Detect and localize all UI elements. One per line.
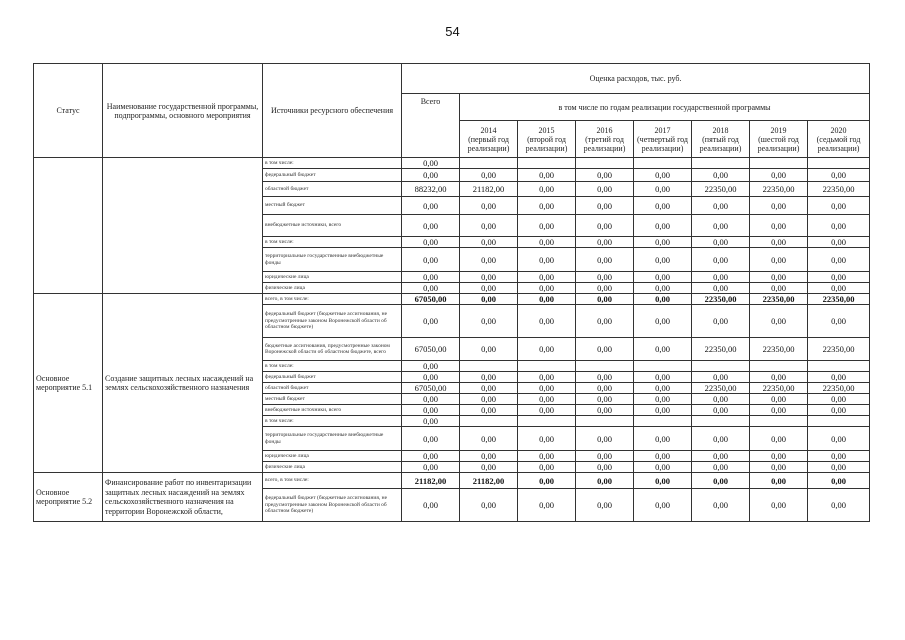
value-cell: 0,00 (634, 372, 692, 383)
value-cell (692, 416, 750, 427)
value-cell: 0,00 (634, 294, 692, 305)
value-cell: 0,00 (576, 237, 634, 248)
value-cell: 0,00 (460, 197, 518, 215)
source-cell: федеральный бюджет (бюджетные ассигнования, не предусмотренные законом Воронежской области об областном бюджете) (263, 489, 402, 522)
header-year-number: 2020 (830, 125, 847, 135)
value-cell: 0,00 (750, 489, 808, 522)
source-cell: в том числе: (263, 158, 402, 169)
status-cell (34, 158, 103, 294)
value-cell: 0,00 (634, 427, 692, 451)
value-cell: 0,00 (460, 215, 518, 237)
value-cell: 0,00 (402, 394, 460, 405)
source-cell: всего, в том числе: (263, 294, 402, 305)
value-cell: 0,00 (402, 283, 460, 294)
value-cell: 0,00 (460, 383, 518, 394)
value-cell: 0,00 (460, 451, 518, 462)
value-cell: 0,00 (808, 248, 870, 272)
value-cell: 0,00 (460, 405, 518, 416)
source-cell: в том числе: (263, 416, 402, 427)
value-cell: 0,00 (634, 489, 692, 522)
value-cell: 0,00 (634, 169, 692, 182)
name-cell (103, 158, 263, 294)
header-year-number: 2016 (596, 125, 613, 135)
value-cell: 0,00 (576, 427, 634, 451)
value-cell (518, 158, 576, 169)
value-cell: 0,00 (460, 394, 518, 405)
header-estimate: Оценка расходов, тыс. руб. (402, 64, 870, 94)
value-cell: 22350,00 (750, 383, 808, 394)
value-cell: 0,00 (402, 305, 460, 338)
source-cell: федеральный бюджет (263, 169, 402, 182)
value-cell: 0,00 (460, 462, 518, 473)
header-year-number: 2017 (654, 125, 671, 135)
source-cell: внебюджетные источники, всего (263, 405, 402, 416)
value-cell: 22350,00 (692, 294, 750, 305)
status-cell: Основное мероприятие 5.1 (34, 294, 103, 473)
value-cell: 0,00 (576, 489, 634, 522)
value-cell: 0,00 (634, 383, 692, 394)
value-cell: 0,00 (808, 462, 870, 473)
value-cell: 0,00 (692, 215, 750, 237)
value-cell: 0,00 (402, 197, 460, 215)
header-year-note: (седьмой год реализации) (816, 134, 861, 153)
value-cell: 0,00 (576, 182, 634, 197)
source-cell: бюджетные ассигнования, предусмотренные законом Воронежской области об областном бюджете, всего (263, 338, 402, 361)
value-cell: 0,00 (576, 405, 634, 416)
value-cell: 0,00 (750, 462, 808, 473)
value-cell: 0,00 (460, 372, 518, 383)
value-cell: 0,00 (634, 394, 692, 405)
value-cell (808, 158, 870, 169)
header-year-number: 2019 (770, 125, 787, 135)
value-cell: 0,00 (518, 305, 576, 338)
value-cell: 0,00 (808, 305, 870, 338)
value-cell (460, 158, 518, 169)
value-cell: 0,00 (576, 283, 634, 294)
value-cell: 0,00 (634, 215, 692, 237)
value-cell: 0,00 (750, 473, 808, 489)
value-cell: 0,00 (402, 416, 460, 427)
value-cell: 0,00 (518, 294, 576, 305)
value-cell: 0,00 (460, 272, 518, 283)
header-name: Наименование государственной программы, подпрограммы, основного мероприятия (103, 64, 263, 158)
value-cell: 0,00 (750, 372, 808, 383)
value-cell: 0,00 (518, 237, 576, 248)
value-cell: 0,00 (808, 405, 870, 416)
value-cell: 0,00 (576, 338, 634, 361)
source-cell: областной бюджет (263, 182, 402, 197)
value-cell: 0,00 (460, 248, 518, 272)
value-cell: 0,00 (460, 338, 518, 361)
value-cell: 0,00 (460, 283, 518, 294)
value-cell: 0,00 (518, 182, 576, 197)
source-cell: в том числе: (263, 237, 402, 248)
value-cell: 0,00 (518, 248, 576, 272)
value-cell: 0,00 (402, 462, 460, 473)
value-cell: 0,00 (402, 489, 460, 522)
value-cell: 0,00 (808, 197, 870, 215)
value-cell: 0,00 (518, 462, 576, 473)
value-cell: 0,00 (692, 489, 750, 522)
value-cell: 0,00 (402, 272, 460, 283)
source-cell: территориальные государственные внебюджетные фонды (263, 427, 402, 451)
value-cell: 22350,00 (750, 294, 808, 305)
value-cell (576, 361, 634, 372)
value-cell: 22350,00 (808, 338, 870, 361)
value-cell: 0,00 (692, 372, 750, 383)
name-cell: Создание защитных лесных насаждений на землях сельскохозяйственного назначения (103, 294, 263, 473)
value-cell: 0,00 (692, 462, 750, 473)
value-cell: 0,00 (460, 427, 518, 451)
value-cell: 0,00 (576, 372, 634, 383)
header-year-note: (пятый год реализации) (699, 134, 742, 153)
header-year-note: (четвертый год реализации) (637, 134, 688, 153)
value-cell: 0,00 (518, 215, 576, 237)
value-cell: 0,00 (750, 272, 808, 283)
value-cell: 0,00 (518, 169, 576, 182)
value-cell: 0,00 (634, 248, 692, 272)
value-cell: 67050,00 (402, 383, 460, 394)
header-year-note: (третий год реализации) (583, 134, 626, 153)
value-cell: 0,00 (808, 215, 870, 237)
value-cell (460, 416, 518, 427)
header-year-number: 2014 (480, 125, 497, 135)
value-cell: 0,00 (460, 489, 518, 522)
value-cell: 67050,00 (402, 338, 460, 361)
header-sources: Источники ресурсного обеспечения (263, 64, 402, 158)
value-cell: 0,00 (692, 451, 750, 462)
source-cell: федеральный бюджет (бюджетные ассигнования, не предусмотренные законом Воронежской области об областном бюджете) (263, 305, 402, 338)
header-year-number: 2015 (538, 125, 555, 135)
value-cell: 0,00 (518, 489, 576, 522)
value-cell: 0,00 (460, 305, 518, 338)
value-cell: 0,00 (576, 305, 634, 338)
value-cell: 0,00 (692, 237, 750, 248)
value-cell: 22350,00 (692, 338, 750, 361)
value-cell: 0,00 (634, 237, 692, 248)
value-cell: 0,00 (750, 427, 808, 451)
source-cell: юридические лица (263, 451, 402, 462)
value-cell: 0,00 (692, 427, 750, 451)
source-cell: в том числе: (263, 361, 402, 372)
value-cell: 0,00 (634, 451, 692, 462)
value-cell (750, 361, 808, 372)
header-year (518, 121, 576, 158)
value-cell: 0,00 (808, 473, 870, 489)
source-cell: внебюджетные источники, всего (263, 215, 402, 237)
header-status: Статус (34, 64, 103, 158)
value-cell: 0,00 (576, 394, 634, 405)
value-cell: 0,00 (750, 283, 808, 294)
source-cell: местный бюджет (263, 197, 402, 215)
value-cell: 0,00 (634, 473, 692, 489)
value-cell: 0,00 (402, 405, 460, 416)
source-cell: территориальные государственные внебюджетные фонды (263, 248, 402, 272)
value-cell: 0,00 (808, 489, 870, 522)
value-cell (518, 416, 576, 427)
value-cell: 0,00 (692, 473, 750, 489)
value-cell: 0,00 (692, 394, 750, 405)
value-cell: 22350,00 (692, 182, 750, 197)
value-cell: 0,00 (634, 305, 692, 338)
value-cell: 0,00 (460, 294, 518, 305)
header-by-years: в том числе по годам реализации государственной программы (460, 94, 870, 121)
value-cell: 0,00 (808, 451, 870, 462)
value-cell: 0,00 (808, 272, 870, 283)
value-cell: 0,00 (750, 215, 808, 237)
value-cell: 0,00 (518, 338, 576, 361)
value-cell: 0,00 (402, 237, 460, 248)
value-cell: 0,00 (634, 182, 692, 197)
value-cell: 0,00 (518, 372, 576, 383)
header-year (576, 121, 634, 158)
value-cell: 0,00 (576, 272, 634, 283)
table-header (34, 64, 870, 158)
header-total: Всего (402, 94, 460, 158)
header-year (692, 121, 750, 158)
page-number: 54 (445, 24, 460, 39)
value-cell: 0,00 (634, 462, 692, 473)
value-cell (576, 416, 634, 427)
value-cell: 21182,00 (460, 473, 518, 489)
value-cell: 0,00 (692, 305, 750, 338)
value-cell: 0,00 (692, 272, 750, 283)
value-cell: 0,00 (576, 383, 634, 394)
value-cell: 88232,00 (402, 182, 460, 197)
value-cell: 0,00 (518, 283, 576, 294)
value-cell: 0,00 (518, 451, 576, 462)
value-cell: 0,00 (518, 383, 576, 394)
value-cell: 0,00 (750, 405, 808, 416)
value-cell: 0,00 (402, 427, 460, 451)
value-cell: 0,00 (576, 248, 634, 272)
value-cell: 0,00 (750, 237, 808, 248)
value-cell: 0,00 (576, 451, 634, 462)
value-cell: 22350,00 (808, 383, 870, 394)
value-cell (692, 361, 750, 372)
value-cell: 0,00 (750, 451, 808, 462)
value-cell (634, 416, 692, 427)
value-cell: 22350,00 (750, 338, 808, 361)
value-cell: 0,00 (518, 197, 576, 215)
value-cell: 0,00 (576, 169, 634, 182)
source-cell: физические лица (263, 283, 402, 294)
value-cell: 0,00 (808, 169, 870, 182)
value-cell: 0,00 (518, 405, 576, 416)
value-cell: 21182,00 (460, 182, 518, 197)
value-cell (750, 158, 808, 169)
value-cell (460, 361, 518, 372)
value-cell: 0,00 (750, 394, 808, 405)
value-cell: 0,00 (634, 405, 692, 416)
value-cell: 0,00 (634, 272, 692, 283)
header-year-note: (шестой год реализации) (757, 134, 800, 153)
header-year-number: 2018 (712, 125, 729, 135)
value-cell (750, 416, 808, 427)
value-cell: 0,00 (518, 394, 576, 405)
value-cell: 0,00 (750, 169, 808, 182)
value-cell (692, 158, 750, 169)
value-cell: 0,00 (576, 197, 634, 215)
value-cell: 0,00 (402, 169, 460, 182)
value-cell: 0,00 (750, 197, 808, 215)
value-cell: 0,00 (692, 405, 750, 416)
value-cell: 0,00 (460, 237, 518, 248)
value-cell: 22350,00 (808, 182, 870, 197)
value-cell: 0,00 (576, 473, 634, 489)
header-year-note: (первый год реализации) (467, 134, 510, 153)
source-cell: юридические лица (263, 272, 402, 283)
value-cell: 0,00 (692, 283, 750, 294)
value-cell: 0,00 (460, 169, 518, 182)
status-cell: Основное мероприятие 5.2 (34, 473, 103, 522)
table-row (34, 158, 870, 169)
value-cell: 0,00 (808, 283, 870, 294)
value-cell (518, 361, 576, 372)
value-cell: 0,00 (750, 305, 808, 338)
budget-table (33, 63, 870, 522)
table-row (34, 473, 870, 489)
value-cell: 21182,00 (402, 473, 460, 489)
value-cell (808, 361, 870, 372)
value-cell: 0,00 (402, 215, 460, 237)
value-cell: 0,00 (634, 283, 692, 294)
source-cell: областной бюджет (263, 383, 402, 394)
source-cell: всего, в том числе: (263, 473, 402, 489)
value-cell: 0,00 (518, 272, 576, 283)
value-cell: 0,00 (402, 158, 460, 169)
value-cell: 0,00 (692, 169, 750, 182)
value-cell: 0,00 (808, 394, 870, 405)
header-year (808, 121, 870, 158)
value-cell (634, 158, 692, 169)
source-cell: федеральный бюджет (263, 372, 402, 383)
value-cell: 0,00 (750, 248, 808, 272)
value-cell: 0,00 (576, 215, 634, 237)
value-cell: 0,00 (634, 338, 692, 361)
value-cell (808, 416, 870, 427)
value-cell: 0,00 (402, 372, 460, 383)
value-cell (576, 158, 634, 169)
value-cell (634, 361, 692, 372)
source-cell: физические лица (263, 462, 402, 473)
value-cell: 0,00 (576, 294, 634, 305)
value-cell: 0,00 (518, 427, 576, 451)
value-cell: 0,00 (518, 473, 576, 489)
value-cell: 0,00 (808, 237, 870, 248)
header-year-note: (второй год реализации) (525, 134, 568, 153)
source-cell: местный бюджет (263, 394, 402, 405)
value-cell: 0,00 (692, 248, 750, 272)
value-cell: 0,00 (808, 372, 870, 383)
value-cell: 22350,00 (750, 182, 808, 197)
value-cell: 0,00 (402, 248, 460, 272)
header-year (750, 121, 808, 158)
header-year (460, 121, 518, 158)
value-cell: 0,00 (402, 361, 460, 372)
value-cell: 22350,00 (692, 383, 750, 394)
value-cell: 0,00 (692, 197, 750, 215)
value-cell: 0,00 (634, 197, 692, 215)
name-cell: Финансирование работ по инвентаризации защитных лесных насаждений на землях сельскохозяйственного назначения на территории Воронежской области, (103, 473, 263, 522)
header-year (634, 121, 692, 158)
value-cell: 67050,00 (402, 294, 460, 305)
table-row (34, 294, 870, 305)
value-cell: 0,00 (576, 462, 634, 473)
value-cell: 0,00 (808, 427, 870, 451)
value-cell: 0,00 (402, 451, 460, 462)
value-cell: 22350,00 (808, 294, 870, 305)
